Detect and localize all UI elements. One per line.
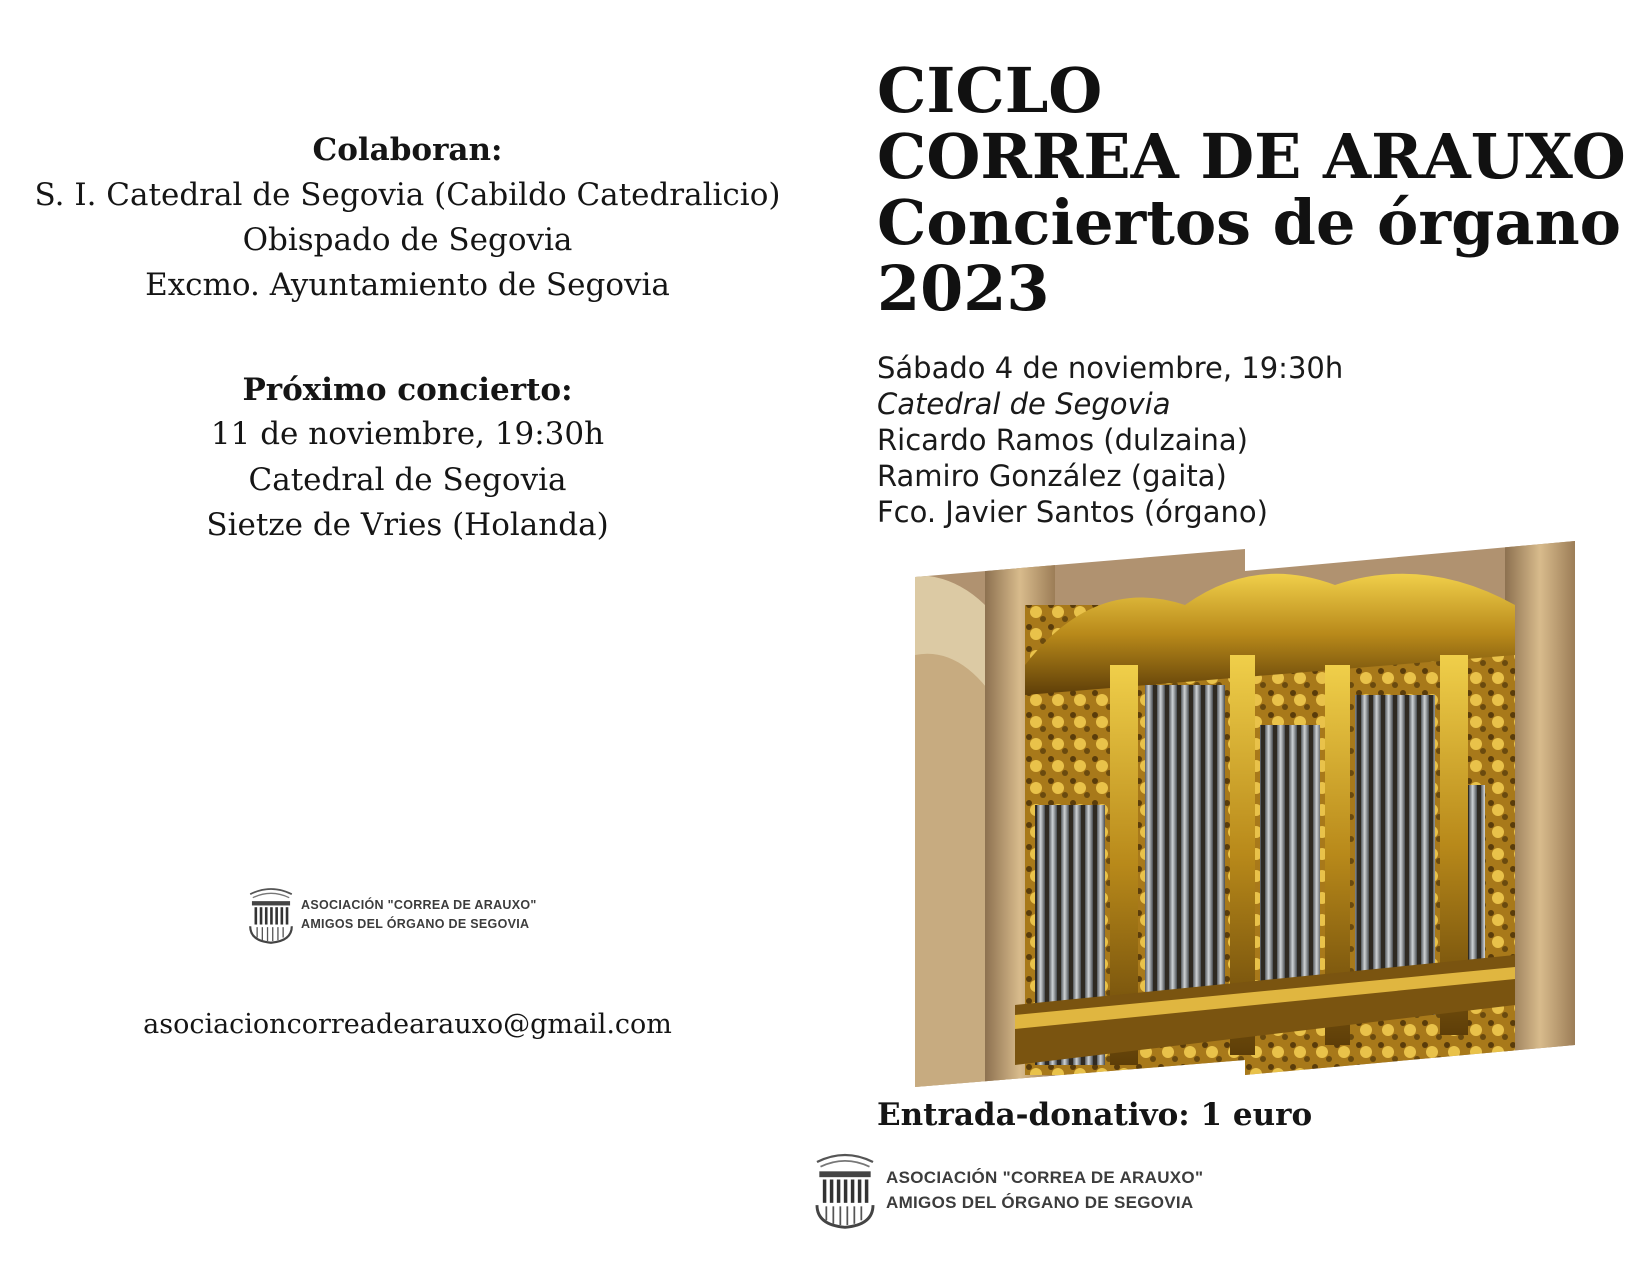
organ-emblem-icon xyxy=(245,885,297,945)
concert-venue: Catedral de Segovia xyxy=(877,387,1171,421)
logo-line-2: AMIGOS DEL ÓRGANO DE SEGOVIA xyxy=(886,1193,1194,1212)
logo-line-1: ASOCIACIÓN "CORREA DE ARAUXO" xyxy=(301,898,537,912)
next-concert-date: 11 de noviembre, 19:30h xyxy=(210,416,605,452)
next-concert-performer: Sietze de Vries (Holanda) xyxy=(206,507,609,543)
title-line-year: 2023 xyxy=(877,252,1050,325)
cathedral-organ-photo xyxy=(915,535,1575,1090)
next-concert-heading: Próximo concierto: xyxy=(242,372,573,408)
concert-date: Sábado 4 de noviembre, 19:30h xyxy=(877,351,1344,385)
right-panel xyxy=(815,0,1650,1275)
collaborator-city-council: Excmo. Ayuntamiento de Segovia xyxy=(145,267,670,303)
organ-emblem-icon xyxy=(810,1150,880,1230)
title-line-name: CORREA DE ARAUXO xyxy=(877,120,1626,193)
next-concert-venue: Catedral de Segovia xyxy=(248,462,567,498)
association-logo-small xyxy=(245,885,537,945)
title-line-subtitle: Conciertos de órgano xyxy=(877,186,1622,259)
collaborator-cathedral: S. I. Catedral de Segovia (Cabildo Catedralicio) xyxy=(34,177,781,213)
contact-email[interactable]: asociacioncorreadearauxo@gmail.com xyxy=(143,1009,672,1040)
cycle-title xyxy=(877,54,1626,325)
logo-line-2: AMIGOS DEL ÓRGANO DE SEGOVIA xyxy=(301,917,530,931)
collaborators-heading: Colaboran: xyxy=(312,132,503,168)
title-line-cycle: CICLO xyxy=(877,54,1103,127)
performer-3: Fco. Javier Santos (órgano) xyxy=(877,495,1268,529)
association-logo-large xyxy=(810,1150,1203,1230)
entry-donation: Entrada-donativo: 1 euro xyxy=(877,1097,1313,1133)
collaborator-bishopric: Obispado de Segovia xyxy=(242,222,573,258)
performer-2: Ramiro González (gaita) xyxy=(877,459,1227,493)
logo-line-1: ASOCIACIÓN "CORREA DE ARAUXO" xyxy=(886,1168,1204,1187)
left-panel xyxy=(0,0,815,1275)
performer-1: Ricardo Ramos (dulzaina) xyxy=(877,423,1248,457)
concert-details xyxy=(877,350,1343,530)
